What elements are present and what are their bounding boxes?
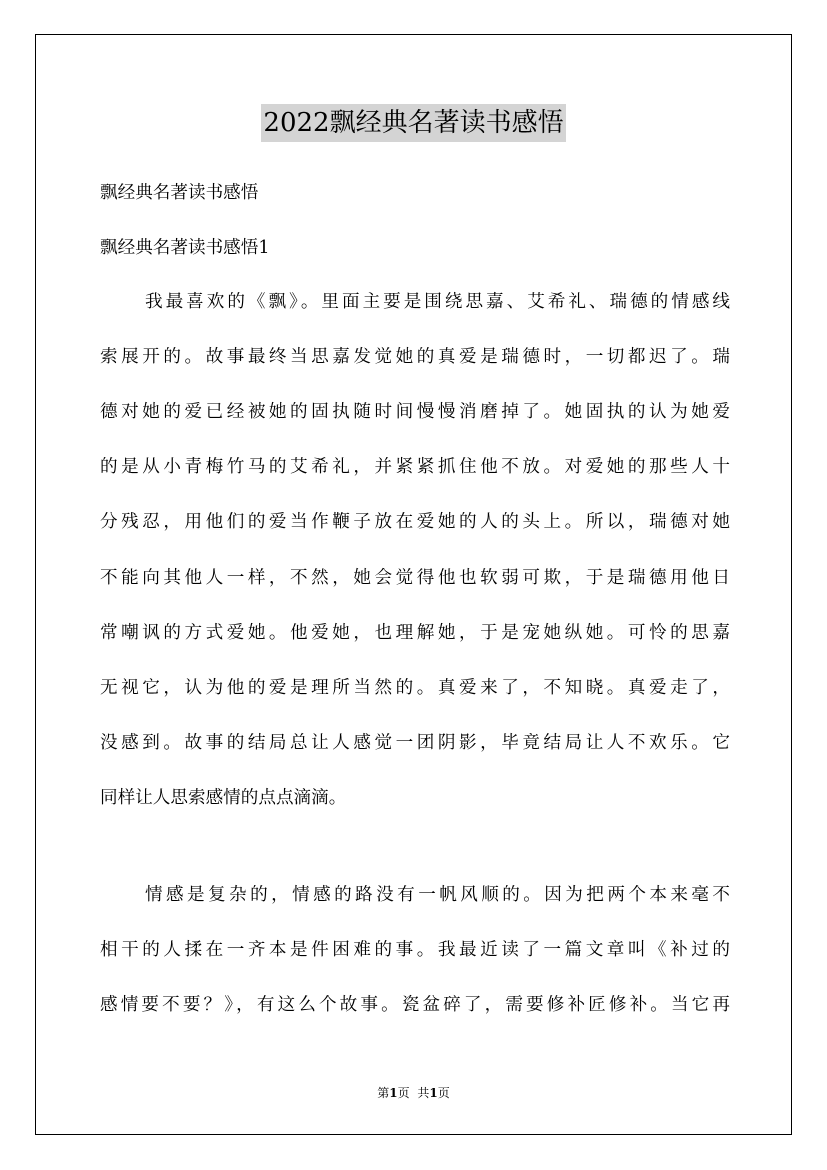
paragraph-line: 分残忍，用他们的爱当作鞭子放在爱她的人的头上。所以，瑞德对她 [100, 512, 730, 533]
paragraph-line: 我最喜欢的《飘》。里面主要是围绕思嘉、艾希礼、瑞德的情感线 [145, 292, 730, 312]
footer-total-pages: 1 [429, 1086, 438, 1100]
footer-prefix: 第 [377, 1086, 390, 1100]
paragraph-line: 无视它，认为他的爱是理所当然的。真爱来了，不知晓。真爱走了， [100, 677, 730, 698]
footer-page-suffix: 页 [397, 1086, 410, 1100]
footer-total-suffix: 页 [437, 1086, 450, 1100]
document-title: 2022飘经典名著读书感悟 [261, 104, 565, 142]
paragraph-line: 常嘲讽的方式爱她。他爱她，也理解她，于是宠她纵她。可怜的思嘉 [100, 622, 730, 643]
paragraph-line: 不能向其他人一样，不然，她会觉得他也软弱可欺，于是瑞德用他日 [100, 567, 730, 588]
paragraph-line: 同样让人思索感情的点点滴滴。 [100, 787, 347, 808]
paragraph-line: 情感是复杂的，情感的路没有一帆风顺的。因为把两个本来毫不 [145, 885, 730, 905]
paragraph-line: 德对她的爱已经被她的固执随时间慢慢消磨掉了。她固执的认为她爱 [100, 402, 730, 423]
paragraph-line: 索展开的。故事最终当思嘉发觉她的真爱是瑞德时，一切都迟了。瑞 [100, 347, 730, 368]
title-container [0, 104, 827, 142]
paragraph-line: 感情要不要？》，有这么个故事。瓷盆碎了，需要修补匠修补。当它再 [100, 995, 730, 1016]
subtitle: 飘经典名著读书感悟 [100, 183, 259, 203]
page-footer [0, 1084, 827, 1101]
paragraph-line: 相干的人揉在一齐本是件困难的事。我最近读了一篇文章叫《补过的 [100, 940, 730, 961]
footer-page-number: 1 [389, 1086, 398, 1100]
footer-total-prefix: 共 [417, 1086, 430, 1100]
paragraph-line: 没感到。故事的结局总让人感觉一团阴影，毕竟结局让人不欢乐。它 [100, 732, 730, 753]
section-heading: 飘经典名著读书感悟1 [100, 238, 270, 258]
paragraph-line: 的是从小青梅竹马的艾希礼，并紧紧抓住他不放。对爱她的那些人十 [100, 457, 730, 478]
